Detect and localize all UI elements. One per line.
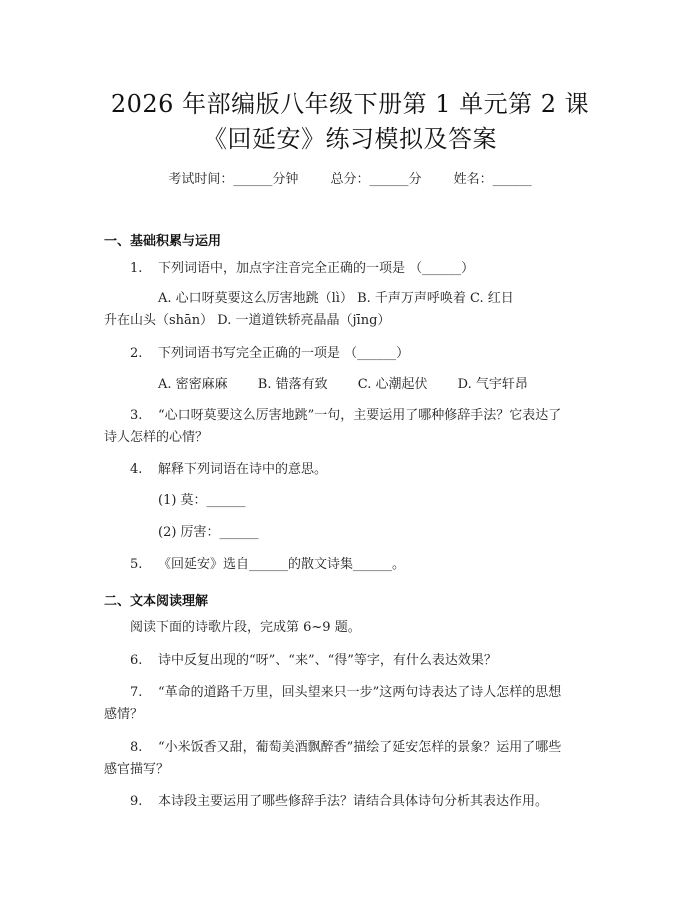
question-8-continued: 感官描写？ xyxy=(104,762,170,777)
option-a: A. 密密麻麻 xyxy=(158,377,228,392)
question-2: 2. 下列词语书写完全正确的一项是 （______） xyxy=(130,346,410,361)
question-4: 4. 解释下列词语在诗中的意思。 xyxy=(130,462,328,477)
option-d: D. 气宇轩昂 xyxy=(457,377,528,392)
page-title-line1: 2026 年部编版八年级下册第 1 单元第 2 课 xyxy=(110,90,590,118)
exam-meta xyxy=(0,168,700,187)
exam-time: 考试时间：______分钟 xyxy=(168,172,299,187)
question-1-options-line2: 升在山头（shān） D. 一道道铁轿亮晶晶（jīng） xyxy=(104,313,391,328)
section-heading-2: 二、文本阅读理解 xyxy=(104,594,209,609)
question-2-options xyxy=(158,374,554,396)
page-title-line2: 《回延安》练习模拟及答案 xyxy=(203,125,497,153)
question-4-sub1: (1) 莫：______ xyxy=(158,493,246,508)
question-6: 6. 诗中反复出现的“呀”、“来”、“得”等字，有什么表达效果？ xyxy=(130,653,497,668)
section-heading-1: 一、基础积累与运用 xyxy=(104,234,222,249)
question-1: 1. 下列词语中，加点字注音完全正确的一项是 （______） xyxy=(130,261,475,276)
question-1-options-line1: A. 心口呀莫要这么厉害地跳（lì） B. 千声万声呼唤着 C. 红日 xyxy=(158,291,514,306)
question-5: 5. 《回延安》选自______的散文诗集______。 xyxy=(130,557,406,572)
question-3-continued: 诗人怎样的心情？ xyxy=(104,430,209,445)
reading-intro: 阅读下面的诗歌片段，完成第 6~9 题。 xyxy=(130,620,361,635)
question-3: 3. “心口呀莫要这么厉害地跳”一句，主要运用了哪种修辞手法？它表达了 xyxy=(130,408,562,423)
option-c: C. 心潮起伏 xyxy=(357,377,428,392)
question-9: 9. 本诗段主要运用了哪些修辞手法？请结合具体诗句分析其表达作用。 xyxy=(130,794,549,809)
exam-score: 总分：______分 xyxy=(330,172,422,187)
question-4-sub2: (2) 厉害：______ xyxy=(158,525,259,540)
question-7: 7. “革命的道路千万里，回头望来只一步”这两句诗表达了诗人怎样的思想 xyxy=(130,685,562,700)
question-7-continued: 感情？ xyxy=(104,707,144,722)
option-b: B. 错落有致 xyxy=(257,377,328,392)
exam-name: 姓名：______ xyxy=(453,172,532,187)
question-8: 8. “小米饭香又甜，葡萄美酒飘醉香”描绘了延安怎样的景象？运用了哪些 xyxy=(130,740,562,755)
